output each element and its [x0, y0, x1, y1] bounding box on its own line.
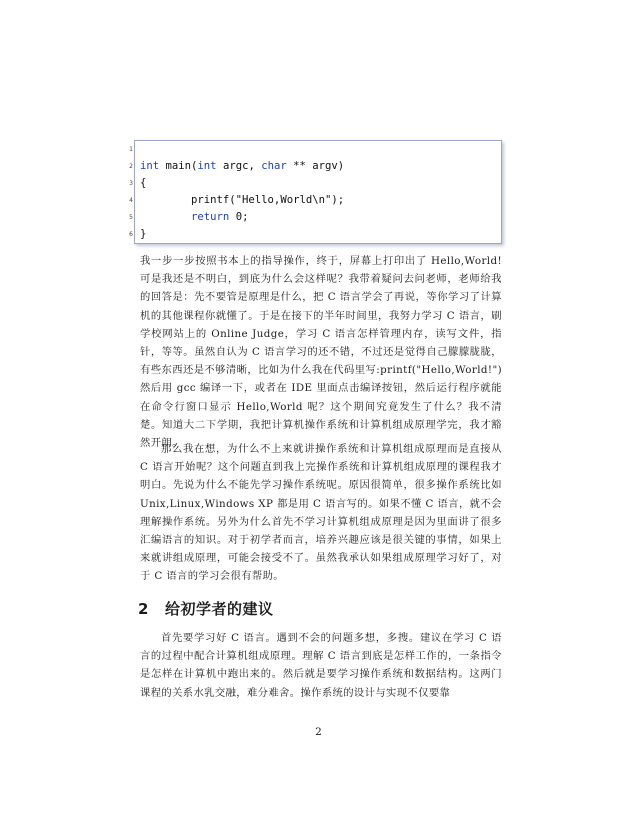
line-number: 4: [129, 197, 133, 204]
code-token: 0;: [229, 211, 249, 223]
line-number: 5: [129, 214, 133, 221]
section-title: 给初学者的建议: [164, 600, 274, 618]
code-token: [140, 211, 191, 223]
code-token: main(: [159, 160, 198, 172]
code-line: [129, 226, 501, 243]
code-token: ** argv): [286, 160, 345, 172]
code-text: [140, 175, 146, 192]
code-keyword: return: [191, 211, 230, 223]
line-number: 6: [129, 231, 133, 238]
code-listing: [129, 140, 502, 244]
paragraph-2: 那么我在想，为什么不上来就讲操作系统和计算机组成原理而是直接从 C 语言开始呢？这个问题直到我上完操作系统和计算机组成原理的课程我才明白。先说为什么不能先学习操作系统呢。原因很简单，很多操作系统比如 Unix,Linux,Windows XP 都是用 C 语言写的。如果不懂 C 语言，就不会理解操作系统。另外为什么首先不学习计算机组成原理是因为里面讲了很多汇编语言的知识。对于初学者而言，培养兴趣应该是很关键的事情，如果上来就讲组成原理，可能会接受不了。虽然我承认如果组成原理学习好了，对于 C 语言的学习会很有帮助。: [140, 443, 502, 583]
code-line: [129, 175, 501, 192]
code-line: [129, 209, 501, 226]
code-token: argc,: [216, 160, 262, 172]
code-text: [140, 158, 344, 175]
code-line: [129, 192, 501, 209]
code-line: [129, 158, 501, 175]
paragraph-3: 首先要学习好 C 语言。遇到不会的问题多想，多搜。建议在学习 C 语言的过程中配合计算机组成原理。理解 C 语言到底是怎样工作的，一条指令是怎样在计算机中跑出来的。然后就是要学习操作系统和数据结构。这两门课程的关系水乳交融，难分难舍。操作系统的设计与实现不仅要靠: [140, 632, 502, 699]
line-number: 1: [129, 146, 133, 153]
code-text: [140, 209, 248, 226]
page-number: 2: [315, 726, 322, 738]
section-number: 2: [138, 600, 149, 618]
code-token: }: [140, 228, 147, 240]
code-text: [140, 226, 146, 243]
paragraph-1: 我一步一步按照书本上的指导操作，终于，屏幕上打印出了 Hello,World! 可是我还是不明白，到底为什么会这样呢？我带着疑问去问老师，老师给我的回答是：先不要管是原理是什么，把 C 语言学会了再说，等你学习了计算机的其他课程你就懂了。于是在接下的半年时间里，我努力学习 C 语言，刷学校网站上的 Online Judge，学习 C 语言怎样管理内存，读写文件，指针，等等。虽然自认为 C 语言学习的还不错，不过还是觉得自己朦朦胧胧，有些东西还是不够清晰，比如为什么我在代码里写:printf("Hello,World!") 然后用 gcc 编译一下，或者在 IDE 里面点击编译按钮，然后运行程序就能在命令行窗口显示 Hello,World 呢？这个期间究竟发生了什么？我不清楚。知道大二下学期，我把计算机操作系统和计算机组成原理学完，我才豁然开朗。: [140, 255, 502, 450]
code-token: printf("Hello,World\n");: [140, 194, 345, 206]
line-number: 2: [129, 163, 133, 170]
section-heading: [138, 598, 273, 619]
code-keyword: int: [140, 160, 160, 172]
line-number: 3: [129, 180, 133, 187]
code-token: {: [140, 177, 147, 189]
code-keyword: int: [197, 160, 217, 172]
code-line: [129, 141, 501, 158]
code-keyword: char: [261, 160, 287, 172]
code-text: [140, 192, 344, 209]
